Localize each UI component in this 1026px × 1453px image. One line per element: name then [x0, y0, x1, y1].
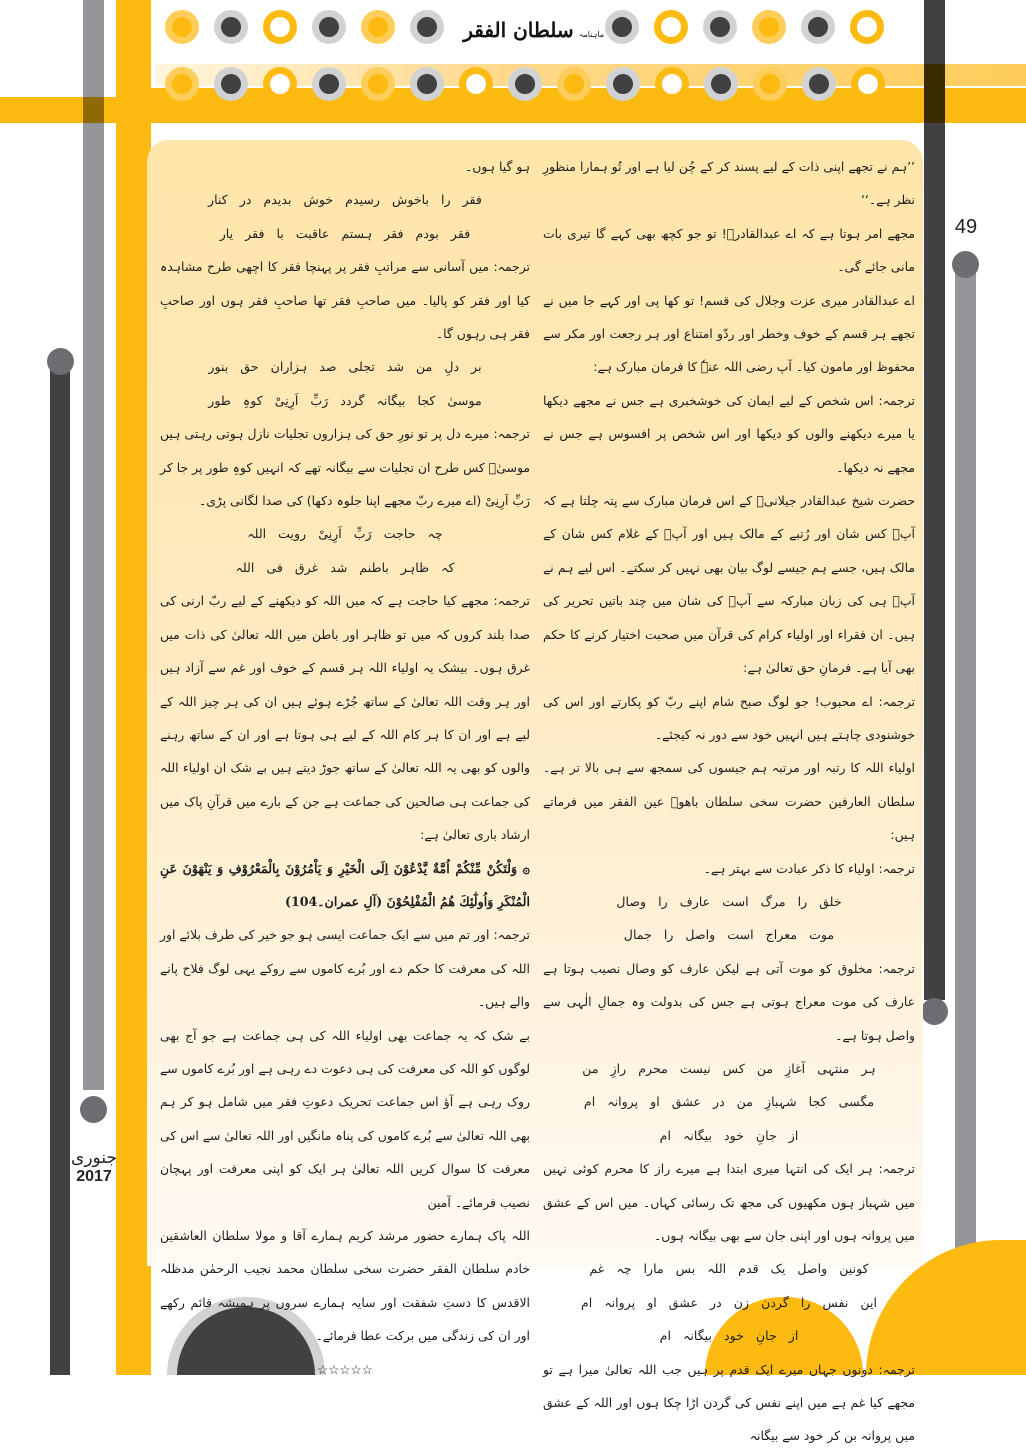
paragraph: ترجمہ: اے محبوب! جو لوگ صبح شام اپنے ربّ کو پکارتے اور اس کی خوشنودی چاہتے ہیں انہیں خود سے دور نہ کیجئے۔ [543, 693, 915, 742]
circle-hollow [263, 67, 297, 101]
paragraph: ترجمہ: میرے دل پر تو نورِ حق کی ہزاروں تجلیات نازل ہوتی رہتی ہیں موسیٰؑ کس طرح ان تجلیات سے بیگانہ تھے کہ انہیں کوہِ طور پر جا کر رَبِّ اَرِنِیْ (اے میرے ربّ مجھے اپنا جلوہ دکھا) کی صدا لگانی پڑی۔ [160, 426, 530, 509]
circle-dark [214, 67, 248, 101]
circle-dark [704, 67, 738, 101]
verse-line: ہر منتہی آغازِ من کس نیست محرم رازِ من [582, 1060, 876, 1076]
paragraph: ترجمہ: ہر ایک کی انتہا میری ابتدا ہے میرے راز کا محرم کوئی نہیں میں شہباز ہوں مکھیوں کی مجھ تک رسائی کہاں۔ میں اس کے عشق میں پروانہ ہوں اور اپنی جان سے بھی بیگانہ ہوں۔ [543, 1161, 915, 1243]
circle-dark [214, 10, 248, 44]
verse-line: از جانِ خود بیگانہ ام [659, 1328, 799, 1344]
right-dark-bar [924, 0, 945, 1000]
top-right-overlap [924, 64, 945, 123]
issue-year: 2017 [76, 1168, 112, 1185]
verse-line: بر دلِ من شد تجلی صد ہزاران حق بنور [208, 359, 482, 375]
left-dark-bar-handle [47, 348, 74, 375]
right-grey-handle [952, 251, 979, 278]
paragraph: اولیاء اللہ کا رتبہ اور مرتبہ ہم جیسوں کی سمجھ سے ہی بالا تر ہے۔ سلطان العارفین حضرت سخی سلطان باھوؒ عین الفقر میں فرماتے ہیں: [543, 760, 915, 843]
paragraph: ’’ہم نے تجھے اپنی ذات کے لیے پسند کر کے چُن لیا ہے اور تُو ہمارا منظورِ نظر ہے۔‘‘ [543, 159, 915, 208]
circle-dark [410, 67, 444, 101]
right-grey-bar [955, 262, 976, 1375]
circle-dark [605, 10, 639, 44]
paragraph: اللہ پاک ہمارے حضور مرشد کریم ہمارے آقا و مولا سلطان العاشقین خادم سلطان الفقر حضرت سخی سلطان محمد نجیب الرحمٰن مدظلہ الاقدس کا دستِ شفقت اور سایہ ہمارے سروں پر ہمیشہ قائم رکھے اور ان کی زندگی میں برکت عطا فرمائے۔ [160, 1228, 530, 1344]
circle-hollow [851, 67, 885, 101]
circle-hollow [263, 10, 297, 44]
circle-yellow [361, 10, 395, 44]
circle-yellow [557, 67, 591, 101]
verse-line: موت معراج است واصل را جمال [623, 927, 835, 943]
circle-dark [312, 10, 346, 44]
paragraph: ترجمہ: اور تم میں سے ایک جماعت ایسی ہو جو خیر کی طرف بلائے اور اللہ کی معرفت کا حکم دے اور بُرے کاموں سے روکے یہی لوگ فلاح پانے والے ہیں۔ [160, 927, 530, 1010]
verse-line: فقر را باخوش رسیدم خوش بدیدم در کنار [208, 192, 482, 208]
issue-date [70, 1148, 118, 1186]
issue-month: جنوری [71, 1148, 117, 1167]
paragraph: بے شک کہ یہ جماعت بھی اولیاء اللہ کی ہی جماعت ہے جو آج بھی لوگوں کو اللہ کی معرفت کی ہی دعوت دے رہی ہے اور بُرے کاموں سے روک رہی ہے آؤ اس جماعت تحریک دعوتِ فقر میں شامل ہو کر ہم بھی اللہ تعالیٰ سے بُرے کاموں کی پناہ مانگیں اور اللہ تعالیٰ سے اس کی معرفت کا سوال کریں اللہ تعالیٰ ہر ایک کو اپنی معرفت اور پہچان نصیب فرمائے۔ آمین [160, 1027, 530, 1210]
left-grey-handle [80, 1096, 107, 1123]
circle-dark [312, 67, 346, 101]
circle-hollow [655, 67, 689, 101]
circle-dark [801, 10, 835, 44]
circle-dark [802, 67, 836, 101]
left-dark-bar [50, 362, 70, 1375]
paragraph: ہو گیا ہوں۔ [465, 159, 530, 174]
verse-line: این نفس را گردن زن در عشق او پروانہ ام [580, 1294, 877, 1310]
magazine-logo [463, 18, 604, 52]
verse-line: چہ حاجت رَبِّ اَرِنِیْ رویت اللہ [247, 526, 443, 542]
top-left-overlap [83, 97, 104, 123]
circle-hollow [654, 10, 688, 44]
verse-line: از جانِ خود بیگانہ ام [659, 1127, 799, 1143]
circle-hollow [850, 10, 884, 44]
verse-line: مگسی کجا شہبازِ من در عشق او پروانہ ام [583, 1094, 875, 1110]
circle-yellow [752, 10, 786, 44]
article-right-column [543, 150, 915, 1453]
paragraph: اے عبدالقادر میری عزت وجلال کی قسم! تو کھا پی اور کہے جا میں نے تجھے ہر قسم کے خوف وخطر اور ردّو امتناع اور ہر رجعت اور مکر سے محفوظ اور مامون کیا۔ آپ رضی اللہ عنہٗ کا فرمان مبارک ہے: [543, 292, 915, 375]
circle-dark [508, 67, 542, 101]
circle-yellow [361, 67, 395, 101]
paragraph: حضرت شیخ عبدالقادر جیلانیؓ کے اس فرمان مبارک سے پتہ چلتا ہے کہ آپؓ کس شان اور رُتبے کے مالک ہیں اور آپؓ کے غلام کس شان کے مالک ہیں، جسے ہم جیسے لوگ بیان بھی نہیں کر سکتے۔ اس لیے ہم نے آپؓ ہی کی زبان مبارکہ سے آپؓ کی شان میں چند باتیں تحریر کی ہیں۔ ان فقراء اور اولیاء کرام کی قرآن میں صحبت اختیار کرنے کا حکم بھی آیا ہے۔ فرمانِ حق تعالیٰ ہے: [543, 493, 915, 676]
left-yellow-bar [116, 0, 151, 1375]
circle-yellow [165, 67, 199, 101]
page-number: 49 [954, 216, 978, 238]
logo-title: سلطان الفقر [463, 18, 574, 42]
paragraph: مجھے امر ہوتا ہے کہ اے عبدالقادرؓ! تو جو کچھ بھی کہے گا تیری بات مانی جائے گی۔ [543, 225, 915, 275]
verse-line: کونین واصل یک قدم اللہ بس مارا چہ غم [589, 1261, 869, 1277]
right-dark-bar-handle [921, 998, 948, 1025]
paragraph: ترجمہ: مخلوق کو موت آتی ہے لیکن عارف کو وصال نصیب ہوتا ہے عارف کی موت معراج ہوتی ہے جس کی بدولت وہ جمالِ الٰہی سے واصل ہوتا ہے۔ [543, 960, 915, 1043]
circle-hollow [459, 67, 493, 101]
paragraph: ترجمہ: میں آسانی سے مراتبِ فقر پر پہنچا فقر کا اچھی طرح مشاہدہ کیا اور فقر کو پالیا۔ میں صاحبِ فقر تھا صاحبِ فقر ہوں اور صاحبِ فقر ہی رہوں گا۔ [160, 259, 530, 342]
verse-line: فقر بودم فقر ہستم عاقبت با فقر یار [219, 225, 471, 241]
verse-line: موسیٰ کجا بیگانہ گردد رَبِّ اَرِنِیْ کوہِ طور [208, 392, 482, 408]
verse-line: کہ ظاہر باطنم شد غرق فی اللہ [235, 559, 455, 575]
logo-prefix: ماہنامہ [578, 30, 604, 39]
circle-yellow [753, 67, 787, 101]
circle-dark [703, 10, 737, 44]
article-left-column [160, 150, 530, 1386]
quran-verse: ۞ وَلْتَكُنْ مِّنْكُمْ اُمَّةٌ يَّدْعُوْنَ اِلَى الْخَيْرِ وَ يَاْمُرُوْنَ بِالْمَعْرُوْفِ وَ يَنْهَوْنَ عَنِ الْمُنْكَرِ وَاُولٰٓئِكَ هُمُ الْمُفْلِحُوْنَ (آلِ عمران۔104) [160, 860, 530, 909]
paragraph: ترجمہ: اولیاء کا ذکر عبادت سے بہتر ہے۔ [703, 860, 915, 876]
left-grey-bar [83, 0, 104, 1090]
section-end-stars: ☆☆☆☆☆ [317, 1361, 373, 1377]
circle-yellow [165, 10, 199, 44]
paragraph: ترجمہ: اس شخص کے لیے ایمان کی خوشخبری ہے جس نے مجھے دیکھا یا میرے دیکھنے والوں کو دیکھا اور اس شخص پر افسوس ہے جس نے مجھے نہ دیکھا۔ [543, 392, 915, 475]
paragraph: ترجمہ: مجھے کیا حاجت ہے کہ میں اللہ کو دیکھنے کے لیے ربّ ارنی کی صدا بلند کروں کہ میں تو ظاہر اور باطن میں اللہ تعالیٰ کی ذات میں غرق ہوں۔ بیشک یہ اولیاء اللہ ہر قسم کے خوف اور غم سے آزاد ہیں اور ہر وقت اللہ تعالیٰ کے ساتھ جُڑے ہوئے ہیں ان کی ہر چیز اللہ کے لیے ہے اور ان کا ہر کام اللہ کے لیے ہی ہوتا ہے اور ان کے ساتھ رہنے والوں کو بھی یہ اللہ تعالیٰ کے ساتھ جوڑ دیتے ہیں بے شک ان اولیاء اللہ کی جماعت ہی صالحین کی جماعت ہے جن کے بارے میں قرآنِ پاک میں ارشاد باری تعالیٰ ہے: [160, 593, 530, 843]
paragraph: ترجمہ: دونوں جہاں میرے ایک قدم پر ہیں جب اللہ تعالیٰ میرا ہے تو مجھے کیا غم ہے میں اپنے نفس کی گردن اڑا چکا ہوں اور اللہ کے عشق میں پروانہ بن کر خود سے بیگانہ [543, 1361, 915, 1444]
circle-dark [410, 10, 444, 44]
verse-line: خلق را مرگ است عارف را وصال [616, 893, 842, 909]
circle-dark [606, 67, 640, 101]
